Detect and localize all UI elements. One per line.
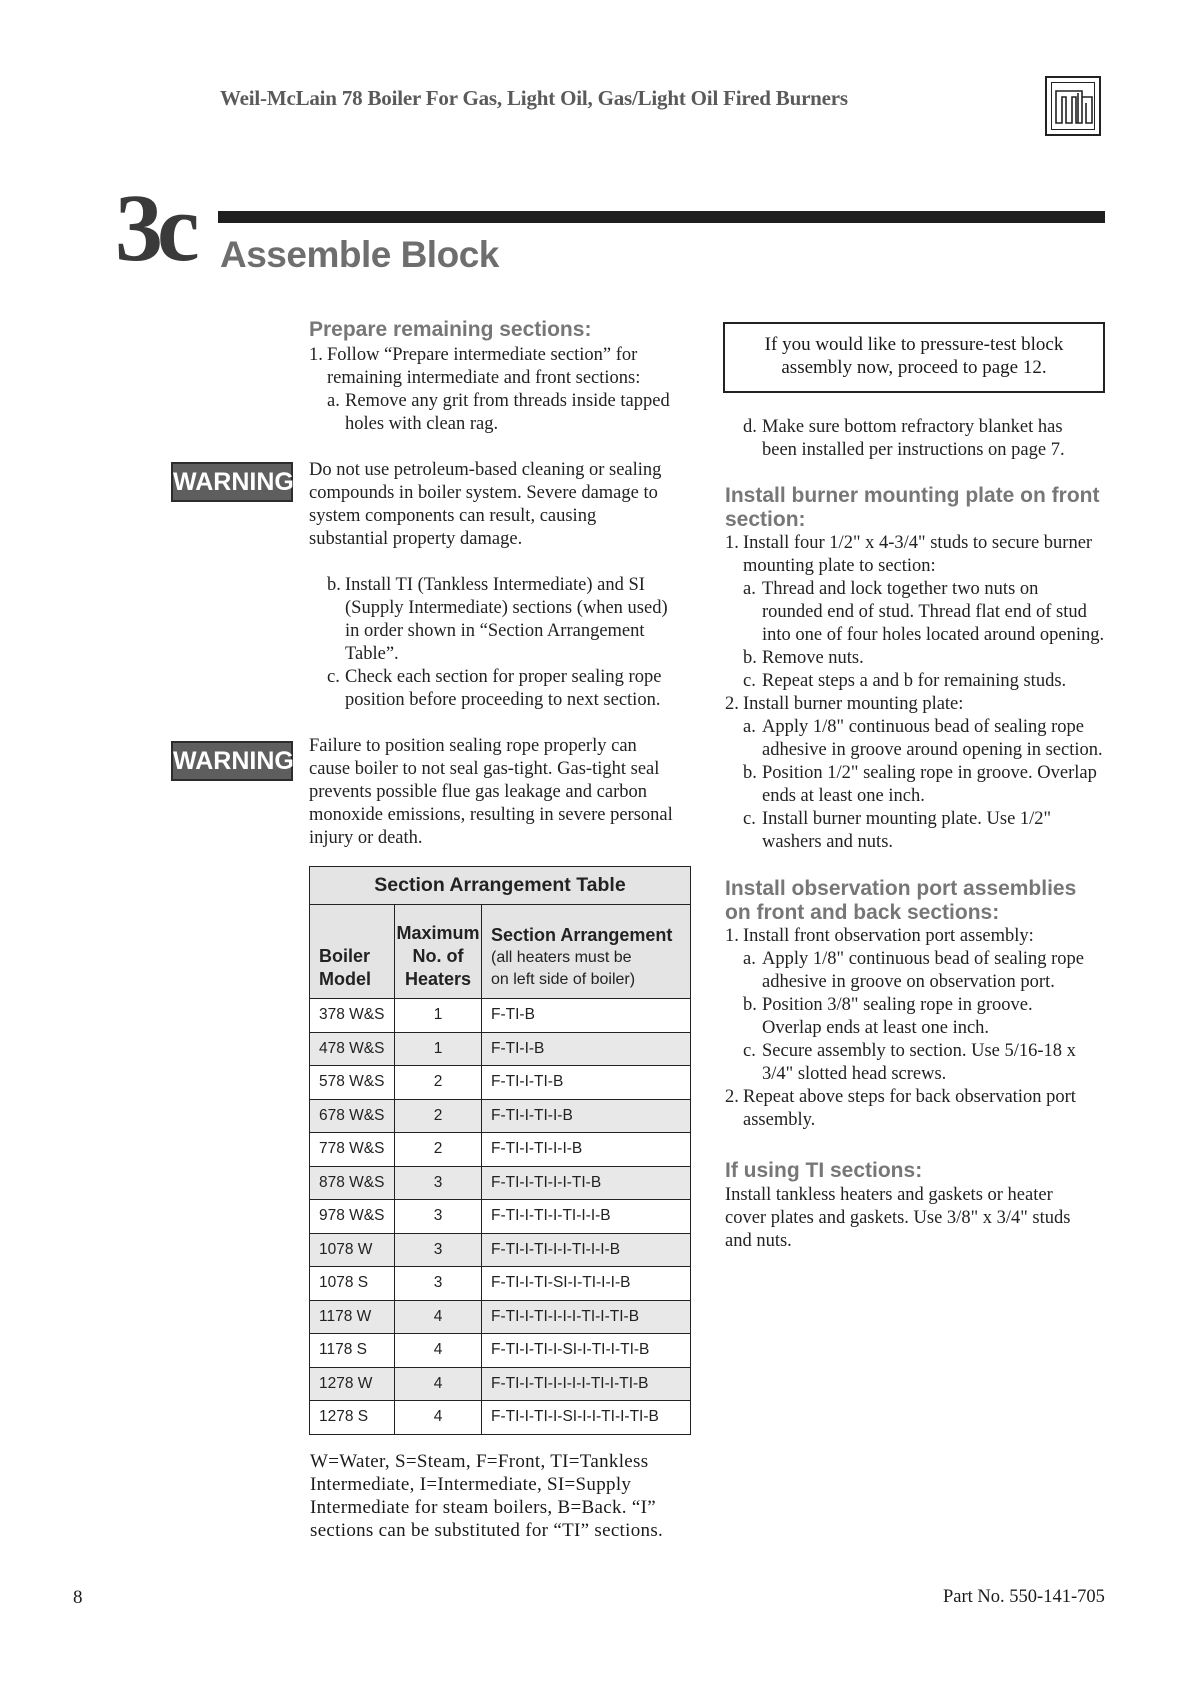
step-text: Table”. (345, 644, 399, 664)
table-row (310, 1267, 691, 1301)
cell-arrangement: F-TI-I-TI-I-SI-I-TI-I-TI-B (482, 1334, 691, 1368)
warning-text: Failure to position sealing rope properly can (309, 736, 637, 756)
step-text: Install burner mounting plate. Use 1/2" (762, 809, 1052, 829)
cell-arrangement: F-TI-I-TI-I-I-B (482, 1133, 691, 1167)
cell-model: 1278 S (310, 1401, 395, 1435)
table-row (310, 1401, 691, 1435)
step-number: 2. (725, 1087, 739, 1107)
step-text: washers and nuts. (762, 832, 894, 852)
step-number: 1. (725, 926, 739, 946)
step-text: Overlap ends at least one inch. (762, 1018, 990, 1038)
step-text: Apply 1/8" continuous bead of sealing rope (762, 949, 1084, 969)
table-title: Section Arrangement Table (310, 867, 691, 905)
part-number: Part No. 550-141-705 (943, 1587, 1105, 1607)
warning-text: compounds in boiler system. Severe damage to (309, 483, 658, 503)
ti-text: and nuts. (725, 1231, 792, 1251)
document-header-title: Weil-McLain 78 Boiler For Gas, Light Oil, Gas/Light Oil Fired Burners (220, 86, 848, 110)
warning-text: cause boiler to not seal gas-tight. Gas-tight seal (309, 759, 660, 779)
step-label: c. (743, 671, 756, 691)
step-label: b. (743, 763, 757, 783)
cell-arrangement: F-TI-I-TI-I-I-TI-I-I-B (482, 1233, 691, 1267)
step-text: Apply 1/8" continuous bead of sealing rope (762, 717, 1084, 737)
step-text: Thread and lock together two nuts on (762, 579, 1039, 599)
step-text: Remove nuts. (762, 648, 864, 668)
footnote-line: Intermediate for steam boilers, B=Back. “I” (310, 1497, 656, 1518)
section-title: Assemble Block (220, 234, 499, 275)
step-number: 1. (725, 533, 739, 553)
table-row (310, 1099, 691, 1133)
step-label: b. (743, 648, 757, 668)
cell-model: 1078 S (310, 1267, 395, 1301)
cell-model: 1278 W (310, 1367, 395, 1401)
section-number: 3c (115, 174, 194, 281)
step-label: a. (743, 717, 756, 737)
step-number: 2. (725, 694, 739, 714)
step-text: Install four 1/2" x 4-3/4" studs to secure burner (743, 533, 1093, 553)
note-line: assembly now, proceed to page 12. (781, 357, 1047, 378)
cell-arrangement: F-TI-I-TI-I-B (482, 1099, 691, 1133)
cell-max: 4 (395, 1300, 482, 1334)
cell-arrangement: F-TI-I-TI-I-I-TI-B (482, 1166, 691, 1200)
step-text: Make sure bottom refractory blanket has (762, 417, 1063, 437)
cell-arrangement: F-TI-B (482, 999, 691, 1033)
step-label: a. (327, 391, 340, 411)
cell-max: 1 (395, 1032, 482, 1066)
step-text: assembly. (743, 1110, 816, 1130)
step-text: Position 1/2" sealing rope in groove. Overlap (762, 763, 1097, 783)
step-label: a. (743, 579, 756, 599)
column-header-max-heaters: Maximum No. of Heaters (395, 905, 482, 999)
footnote-line: Intermediate, I=Intermediate, SI=Supply (310, 1474, 632, 1495)
logo-frame (1051, 82, 1095, 130)
cell-arrangement: F-TI-I-TI-B (482, 1066, 691, 1100)
cell-max: 3 (395, 1267, 482, 1301)
step-text: adhesive in groove around opening in section. (762, 740, 1103, 760)
table-row (310, 1334, 691, 1368)
cell-max: 2 (395, 1066, 482, 1100)
cell-arrangement: F-TI-I-TI-I-SI-I-I-TI-I-TI-B (482, 1401, 691, 1435)
cell-max: 4 (395, 1401, 482, 1435)
weil-mclain-logo (1045, 76, 1101, 136)
ti-heading: If using TI sections: (725, 1159, 923, 1182)
step-text: 3/4" slotted head screws. (762, 1064, 947, 1084)
step-text: Secure assembly to section. Use 5/16-18 x (762, 1041, 1076, 1061)
step-label: b. (743, 995, 757, 1015)
step-text: Install front observation port assembly: (743, 926, 1034, 946)
cell-max: 2 (395, 1133, 482, 1167)
step-number: 1. (309, 345, 323, 365)
step-text: mounting plate to section: (743, 556, 936, 576)
cell-arrangement: F-TI-I-B (482, 1032, 691, 1066)
warning-text: substantial property damage. (309, 529, 523, 549)
warning-badge: WARNING (171, 462, 293, 502)
step-text: (Supply Intermediate) sections (when used) (345, 598, 668, 618)
column-header-arrangement: Section Arrangement (all heaters must be on left side of boiler) (482, 905, 691, 999)
footnote-line: sections can be substituted for “TI” sections. (310, 1520, 664, 1541)
step-text: Remove any grit from threads inside tapped (345, 391, 670, 411)
step-text: Follow “Prepare intermediate section” for (327, 345, 638, 365)
step-label: a. (743, 949, 756, 969)
step-text: position before proceeding to next section. (345, 690, 661, 710)
step-label: c. (743, 1041, 756, 1061)
cell-max: 3 (395, 1166, 482, 1200)
page-number: 8 (73, 1587, 83, 1608)
warning-text: Do not use petroleum-based cleaning or sealing (309, 460, 662, 480)
cell-max: 2 (395, 1099, 482, 1133)
step-text: remaining intermediate and front sections: (327, 368, 641, 388)
table-footnote (310, 1450, 690, 1542)
section-arrangement-table (309, 866, 691, 1435)
step-text: Position 3/8" sealing rope in groove. (762, 995, 1033, 1015)
ti-text: cover plates and gaskets. Use 3/8" x 3/4" studs (725, 1208, 1071, 1228)
table-row (310, 999, 691, 1033)
step-text: adhesive in groove on observation port. (762, 972, 1055, 992)
cell-arrangement: F-TI-I-TI-I-I-I-TI-I-TI-B (482, 1300, 691, 1334)
step-label: b. (327, 575, 341, 595)
cell-max: 3 (395, 1233, 482, 1267)
table-row (310, 1032, 691, 1066)
warning-badge: WARNING (171, 741, 293, 781)
step-text: Repeat above steps for back observation port (743, 1087, 1076, 1107)
step-text: into one of four holes located around opening. (762, 625, 1105, 645)
cell-model: 878 W&S (310, 1166, 395, 1200)
step-text: Check each section for proper sealing rope (345, 667, 662, 687)
cell-model: 1178 S (310, 1334, 395, 1368)
column-header-model: Boiler Model (310, 905, 395, 999)
table-row (310, 1367, 691, 1401)
table-row (310, 1300, 691, 1334)
cell-model: 978 W&S (310, 1200, 395, 1234)
step-text: Install burner mounting plate: (743, 694, 964, 714)
logo-mark-icon (1052, 83, 1096, 131)
cell-max: 3 (395, 1200, 482, 1234)
table-row (310, 1233, 691, 1267)
cell-model: 678 W&S (310, 1099, 395, 1133)
step-text: Install TI (Tankless Intermediate) and SI (345, 575, 645, 595)
step-text: Repeat steps a and b for remaining studs. (762, 671, 1067, 691)
step-text: in order shown in “Section Arrangement (345, 621, 645, 641)
cell-model: 778 W&S (310, 1133, 395, 1167)
pressure-test-note (723, 322, 1105, 393)
table-row (310, 1066, 691, 1100)
warning-text: monoxide emissions, resulting in severe personal (309, 805, 673, 825)
footnote-line: W=Water, S=Steam, F=Front, TI=Tankless (310, 1451, 649, 1472)
note-line: If you would like to pressure-test block (764, 334, 1064, 355)
step-text: rounded end of stud. Thread flat end of stud (762, 602, 1087, 622)
step-text: ends at least one inch. (762, 786, 925, 806)
table-row (310, 1133, 691, 1167)
burner-heading: Install burner mounting plate on front section: (725, 484, 1100, 531)
cell-model: 378 W&S (310, 999, 395, 1033)
cell-model: 1178 W (310, 1300, 395, 1334)
table-row (310, 1166, 691, 1200)
cell-model: 578 W&S (310, 1066, 395, 1100)
table-row (310, 1200, 691, 1234)
ti-text: Install tankless heaters and gaskets or heater (725, 1185, 1053, 1205)
section-rule (218, 211, 1105, 223)
observation-heading: Install observation port assemblies on front and back sections: (725, 877, 1077, 924)
cell-max: 1 (395, 999, 482, 1033)
warning-text: prevents possible flue gas leakage and carbon (309, 782, 648, 802)
cell-arrangement: F-TI-I-TI-SI-I-TI-I-I-B (482, 1267, 691, 1301)
cell-model: 1078 W (310, 1233, 395, 1267)
step-label: c. (327, 667, 340, 687)
cell-arrangement: F-TI-I-TI-I-TI-I-I-B (482, 1200, 691, 1234)
cell-max: 4 (395, 1334, 482, 1368)
warning-text: injury or death. (309, 828, 423, 848)
cell-arrangement: F-TI-I-TI-I-I-I-I-TI-I-TI-B (482, 1367, 691, 1401)
step-text: been installed per instructions on page 7. (762, 440, 1065, 460)
cell-model: 478 W&S (310, 1032, 395, 1066)
step-text: holes with clean rag. (345, 414, 499, 434)
cell-max: 4 (395, 1367, 482, 1401)
prepare-heading: Prepare remaining sections: (309, 318, 592, 341)
step-label: c. (743, 809, 756, 829)
step-label: d. (743, 417, 757, 437)
warning-text: system components can result, causing (309, 506, 597, 526)
